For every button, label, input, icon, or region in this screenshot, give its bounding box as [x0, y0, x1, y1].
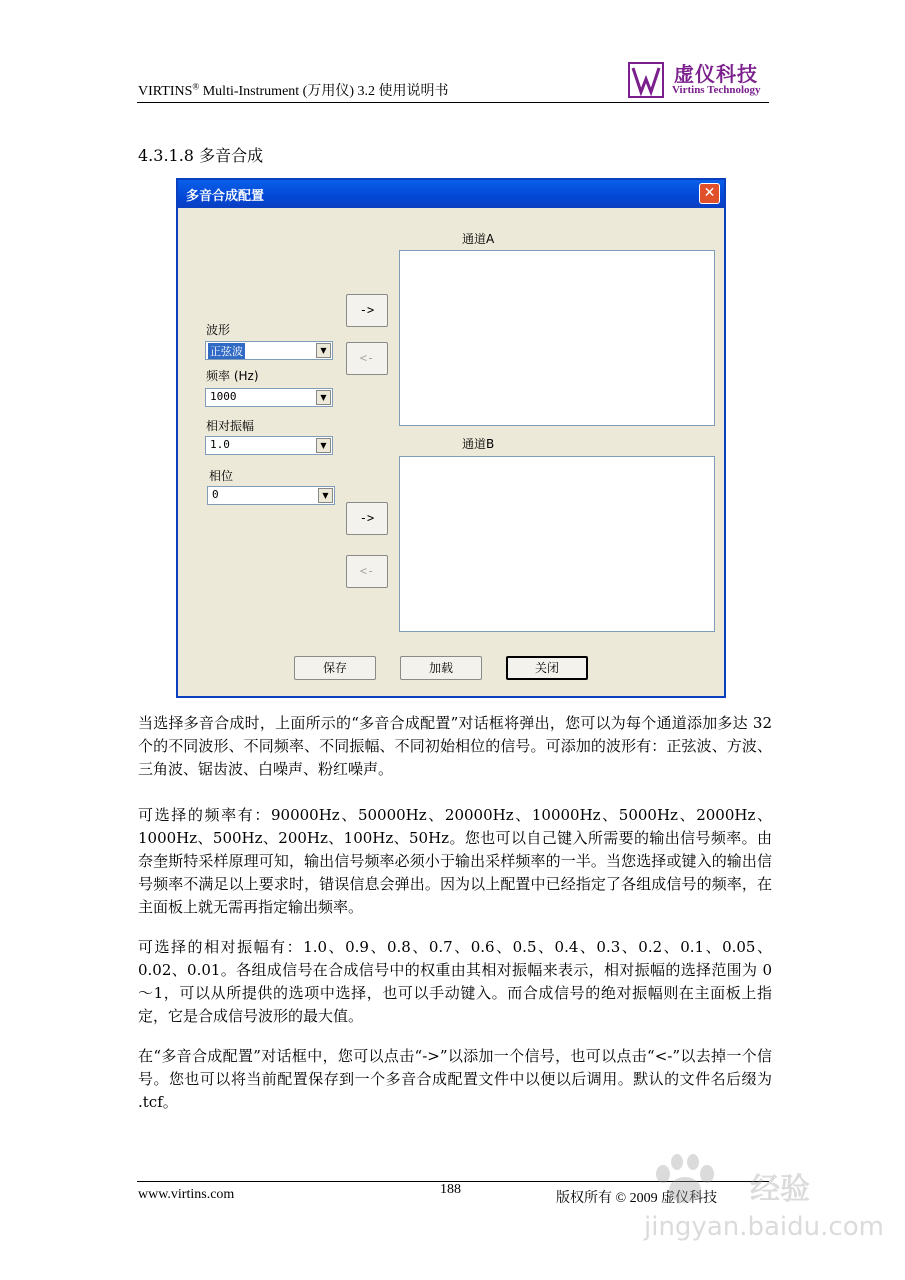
- remove-from-channel-a-button[interactable]: <-: [346, 342, 388, 375]
- chevron-down-icon[interactable]: ▼: [316, 343, 331, 358]
- channel-b-label: 通道B: [462, 437, 495, 451]
- amplitude-select[interactable]: [205, 436, 333, 455]
- page-number: 188: [440, 1182, 461, 1197]
- chevron-down-icon[interactable]: ▼: [318, 488, 333, 503]
- header-divider: [137, 102, 769, 103]
- add-to-channel-b-button[interactable]: ->: [346, 502, 388, 535]
- logo-chinese-name: 虚仪科技: [674, 62, 758, 86]
- channel-b-list[interactable]: [399, 456, 715, 632]
- section-title: 4.3.1.8 多音合成: [138, 146, 264, 165]
- phase-select[interactable]: [207, 486, 335, 505]
- frequency-select[interactable]: [205, 388, 333, 407]
- close-button[interactable]: 关闭: [506, 656, 588, 680]
- close-icon[interactable]: ✕: [699, 183, 720, 204]
- add-to-channel-a-button[interactable]: ->: [346, 294, 388, 327]
- paragraph-intro: 当选择多音合成时，上面所示的“多音合成配置”对话框将弹出，您可以为每个通道添加多达 32 个的不同波形、不同频率、不同振幅、不同初始相位的信号。可添加的波形有：正弦波、方波、三角波、锯齿波、白噪声、粉红噪声。: [138, 714, 772, 778]
- header-title: [138, 80, 449, 100]
- multitone-config-dialog: [176, 178, 726, 698]
- phase-value: 0: [212, 488, 219, 501]
- channel-a-list[interactable]: [399, 250, 715, 426]
- chevron-down-icon[interactable]: ▼: [316, 390, 331, 405]
- save-button[interactable]: 保存: [294, 656, 376, 680]
- baidu-watermark: [630, 1150, 884, 1260]
- company-logo: [628, 58, 768, 100]
- chevron-down-icon[interactable]: ▼: [316, 438, 331, 453]
- waveform-label: 波形: [206, 323, 231, 337]
- paragraph-frequency: 可选择的频率有：90000Hz、50000Hz、20000Hz、10000Hz、5000Hz、2000Hz、1000Hz、500Hz、200Hz、100Hz、50Hz。您也可以自己键入所需要的输出信号频率。由奈奎斯特采样原理可知，输出信号频率必须小于输出采样频率的一半。当您选择或键入的输出信号频率不满足以上要求时，错误信息会弹出。因为以上配置中已经指定了各组成信号的频率，在主面板上就无需再指定输出频率。: [138, 806, 772, 916]
- virtins-logo-icon: [628, 62, 664, 98]
- amplitude-label: 相对振幅: [206, 419, 255, 433]
- watermark-text: 经验: [750, 1172, 810, 1207]
- phase-label: 相位: [209, 469, 234, 483]
- waveform-select[interactable]: [205, 341, 333, 360]
- brand-name: VIRTINS: [138, 84, 193, 99]
- load-button[interactable]: 加载: [400, 656, 482, 680]
- manual-title: Multi-Instrument (万用仪) 3.2 使用说明书: [199, 84, 449, 99]
- dialog-titlebar[interactable]: [178, 180, 724, 208]
- dialog-title: 多音合成配置: [186, 189, 265, 204]
- footer-website: www.virtins.com: [138, 1187, 235, 1202]
- footer-copyright: 版权所有 © 2009 虚仪科技: [556, 1191, 718, 1206]
- paragraph-amplitude: 可选择的相对振幅有：1.0、0.9、0.8、0.7、0.6、0.5、0.4、0.3、0.2、0.1、0.05、0.02、0.01。各组成信号在合成信号中的权重由其相对振幅来表示，相对振幅的选择范围为 0～1，可以从所提供的选项中选择，也可以手动键入。而合成信号的绝对振幅则在主面板上指定，它是合成信号波形的最大值。: [138, 938, 772, 1025]
- waveform-value: 正弦波: [210, 345, 243, 358]
- remove-from-channel-b-button[interactable]: <-: [346, 555, 388, 588]
- registered-mark: ®: [192, 81, 200, 92]
- frequency-label: 频率 (Hz): [206, 369, 259, 383]
- watermark-url: jingyan.baidu.com: [644, 1212, 884, 1242]
- paragraph-usage: 在“多音合成配置”对话框中，您可以点击“->”以添加一个信号，也可以点击“<-”以去掉一个信号。您也可以将当前配置保存到一个多音合成配置文件中以便以后调用。默认的文件名后缀为 .tcf。: [138, 1047, 772, 1111]
- paw-icon: [630, 1150, 740, 1210]
- frequency-value: 1000: [210, 390, 237, 403]
- channel-a-label: 通道A: [462, 232, 495, 246]
- amplitude-value: 1.0: [210, 438, 230, 451]
- logo-english-name: Virtins Technology: [672, 84, 761, 96]
